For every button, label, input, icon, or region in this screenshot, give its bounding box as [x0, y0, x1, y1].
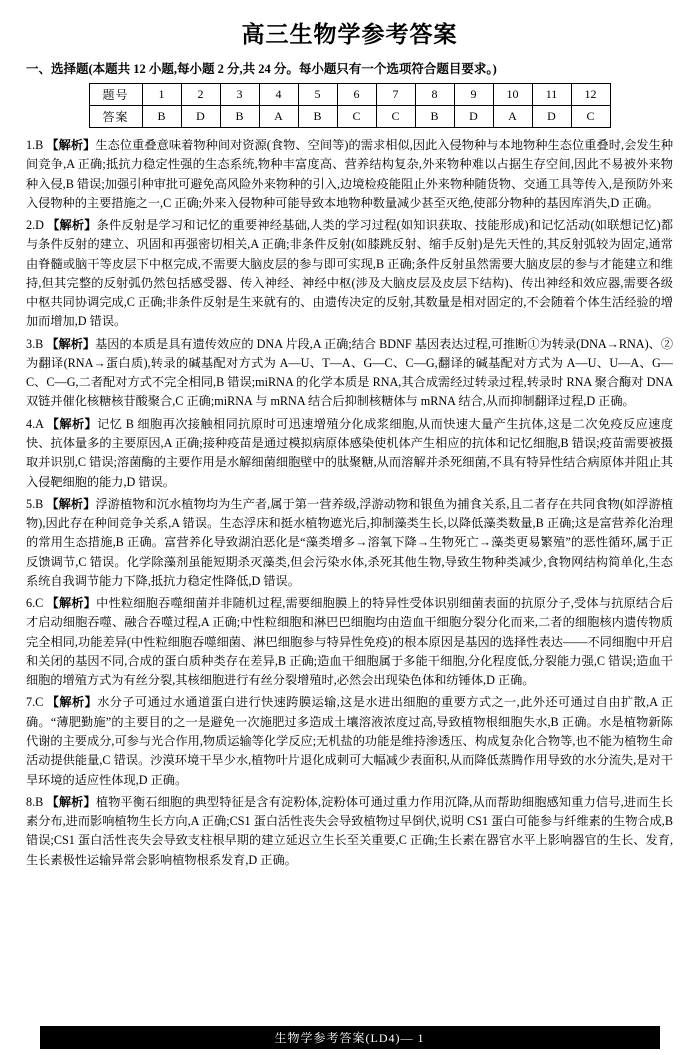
table-cell-answer: C [571, 106, 610, 128]
table-cell-qnum: 5 [298, 84, 337, 106]
table-row-answers [89, 106, 610, 128]
section-heading: 一、选择题(本题共 12 小题,每小题 2 分,共 24 分。每小题只有一个选项符合题目要求。) [26, 62, 497, 76]
explanation-item [26, 793, 673, 870]
explanation-tag: 【解析】 [46, 138, 96, 152]
table-cell-qnum: 12 [571, 84, 610, 106]
explanation-tag: 【解析】 [46, 695, 98, 710]
explanation-number: 1.B [26, 138, 44, 152]
explanation-number: 2.D [26, 218, 44, 233]
table-cell-qnum: 7 [376, 84, 415, 106]
table-cell-qnum: 8 [415, 84, 454, 106]
explanation-tag: 【解析】 [47, 218, 97, 233]
explanation-item [26, 594, 673, 690]
table-cell-answer: C [376, 106, 415, 128]
explanation-text: 浮游植物和沉水植物均为生产者,属于第一营养级,浮游动物和银鱼为捕食关系,且二者存在共同食物(如浮游植物),因此存在种间竞争关系,A 错误。生态浮床和挺水植物遮光后,抑制藻类生长,以降低藻类数量,B 正确;这是富营养化治理的常用生态措施,B 正确。富营养化导致湖泊恶化是“藻类增多→溶氧下降→生物死亡→藻类更易繁殖”的恶性循环,属于正反馈调节,C 错误。化学除藻剂虽能短期杀灭藻类,但会污染水体,杀死其他生物,导致生物种类减少,食物网结构简单化,生态系统自我调节能力下降,抵抗力稳定性降低,D 错误。 [26, 496, 674, 588]
row-label-answer: 答案 [89, 106, 142, 128]
explanation-item [26, 415, 673, 492]
explanation-tag: 【解析】 [46, 496, 96, 511]
table-cell-answer: A [259, 106, 298, 128]
table-cell-qnum: 11 [532, 84, 571, 106]
footer-label: 生物学参考答案(LD4)— 1 [40, 1026, 660, 1049]
explanation-number: 8.B [26, 794, 44, 809]
explanation-text: 中性粒细胞吞噬细菌并非随机过程,需要细胞膜上的特异性受体识别细菌表面的抗原分子,受体与抗原结合后才启动细胞吞噬、融合吞噬过程,A 正确;中性粒细胞和淋巴巴细胞均由造血干细胞分裂分化而来,二者的细胞核内遗传物质完全相同,功能差异(中性粒细胞吞噬细菌、淋巴细胞参与特异性免疫)的根本原因是基因的选择性表达——不同细胞中开启和关闭的基因不同,合成的蛋白质种类存在差异,B 正确;造血干细胞属于多能干细胞,分化程度低,分裂能力强,C 错误;造血干细胞的增殖方式为有丝分裂,其核细胞进行有丝分裂增殖时,必然会出现染色体和纺锤体,D 正确。 [26, 596, 674, 688]
explanation-text: 基因的本质是具有遗传效应的 DNA 片段,A 正确;结合 BDNF 基因表达过程,可推断①为转录(DNA→RNA)、②为翻译(RNA→蛋白质),转录的碱基配对方式为 A—U、T—A、G—C、C—G,翻译的碱基配对方式为 A—U、U—A、G—C、C—G,二者配对方式不完全相同,B 错误;miRNA 的化学本质是 RNA,其合成需经过转录过程,转录时 RNA 聚合酶对 DNA 双链并催化核糖核苷酸聚合,C 正确;miRNA 与 mRNA 结合后抑制核糖体与 mRNA 结合,从而抑制翻译过程,D 正确。 [26, 336, 674, 409]
answer-table [89, 83, 611, 128]
explanation-number: 4.A [26, 416, 44, 431]
explanation-text: 生态位重叠意味着物种间对资源(食物、空间等)的需求相似,因此入侵物种与本地物种生态位重叠时,会发生种间竞争,A 正确;抵抗力稳定性强的生态系统,物种丰富度高、营养结构复杂,外来物种难以占据生存空间,因此不易被外来物种入侵,B 错误;加强引种审批可避免高风险外来物种的引入,边境检疫能阻止外来物种随货物、交通工具等传入,是预防外来入侵物种的主要措施之一,C 正确;外来入侵物种可能导致本地物种数量减少甚至灭绝,使部分物种的基因库消失,D 正确。 [26, 138, 674, 210]
table-cell-answer: C [337, 106, 376, 128]
row-label-question: 题号 [89, 84, 142, 106]
table-cell-answer: D [181, 106, 220, 128]
table-cell-answer: B [142, 106, 181, 128]
explanation-number: 3.B [26, 336, 44, 351]
explanation-text: 记忆 B 细胞再次接触相同抗原时可迅速增殖分化成浆细胞,从而快速大量产生抗体,这是二次免疫反应速度快、抗体量多的主要原因,A 正确;接种疫苗是通过模拟病原体感染使机体产生相应的抗体和记忆细胞,B 错误;疫苗需要被摄取并识别,C 错误;溶菌酶的主要作用是水解细菌细胞壁中的肽聚糖,从而溶解并杀死细菌,不具有特异性结合病原体并阻止其入侵靶细胞的能力,D 错误。 [26, 416, 674, 489]
table-cell-answer: A [493, 106, 532, 128]
explanation-text: 水分子可通过水通道蛋白进行快速跨膜运输,这是水进出细胞的重要方式之一,此外还可通过自由扩散,A 正确。“薄肥勤施”的主要目的之一是避免一次施肥过多造成土壤溶液浓度过高,导致植物根细胞失水,B 正确。水是植物新陈代谢的主要成分,可参与光合作用,物质运输等化学反应;无机盐的功能是维持渗透压、构成复杂化合物等,也不能为植物生命活动提供能量,C 错误。沙漠环境干旱少水,植物叶片退化成刺可大幅减少表面积,从而降低蒸腾作用导致的水分流失,是对干旱环境的适应性体现,D 正确。 [26, 695, 674, 787]
table-cell-qnum: 4 [259, 84, 298, 106]
explanation-item [26, 335, 673, 412]
explanation-number: 5.B [26, 496, 44, 511]
table-cell-qnum: 1 [142, 84, 181, 106]
table-row-question-numbers [89, 84, 610, 106]
table-cell-qnum: 3 [220, 84, 259, 106]
page-footer [0, 1026, 699, 1049]
table-cell-answer: D [454, 106, 493, 128]
explanation-tag: 【解析】 [46, 416, 98, 431]
explanation-text: 条件反射是学习和记忆的重要神经基础,人类的学习过程(如知识获取、技能形成)和记忆活动(如联想记忆)都与条件反射的建立、巩固和再强密切相关,A 正确;非条件反射(如膝跳反射、缩手反射)是先天性的,其反射弧较为固定,通常由脊髓或脑干等皮层下中枢完成,不需要大脑皮层的参与即可实现,B 正确;条件反射虽然需要大脑皮层的参与才能建立和维持,但其完整的反射弧仍然包括感受器、传入神经、神经中枢(涉及大脑皮层及皮层下结构)、传出神经和效应器,需要各级中枢共同协调完成,C 正确;非条件反射是生来就有的、由遗传决定的反射,其数量是相对固定的,不会随着个体生活经验的增加而增加,D 错误。 [26, 218, 674, 329]
explanation-tag: 【解析】 [46, 794, 96, 809]
answer-table-container [26, 83, 673, 128]
page-title: 高三生物学参考答案 [241, 22, 458, 47]
explanation-item [26, 693, 673, 789]
table-cell-answer: B [298, 106, 337, 128]
explanation-tag: 【解析】 [46, 596, 97, 611]
table-cell-qnum: 9 [454, 84, 493, 106]
explanation-text: 植物平衡石细胞的典型特征是含有淀粉体,淀粉体可通过重力作用沉降,从而帮助细胞感知重力信号,进而生长素分布,进而影响植物生长方向,A 正确;CS1 蛋白活性丧失会导致植物过早倒伏,说明 CS1 蛋白可能参与纤维素的生物合成,B 错误;CS1 蛋白活性丧失会导致支柱根早期的建立延迟立生长至关重要,C 正确;生长素在器官水平上影响器官的生长、发育,生长素极性运输异常会影响植物根系发育,D 正确。 [26, 794, 674, 867]
explanation-number: 6.C [26, 596, 44, 611]
table-cell-answer: B [220, 106, 259, 128]
explanation-number: 7.C [26, 695, 44, 710]
table-cell-qnum: 6 [337, 84, 376, 106]
table-cell-answer: D [532, 106, 571, 128]
table-cell-answer: B [415, 106, 454, 128]
explanation-item [26, 136, 673, 213]
table-cell-qnum: 2 [181, 84, 220, 106]
explanation-item [26, 216, 673, 332]
explanation-item [26, 495, 673, 591]
explanation-tag: 【解析】 [46, 336, 96, 351]
table-cell-qnum: 10 [493, 84, 532, 106]
